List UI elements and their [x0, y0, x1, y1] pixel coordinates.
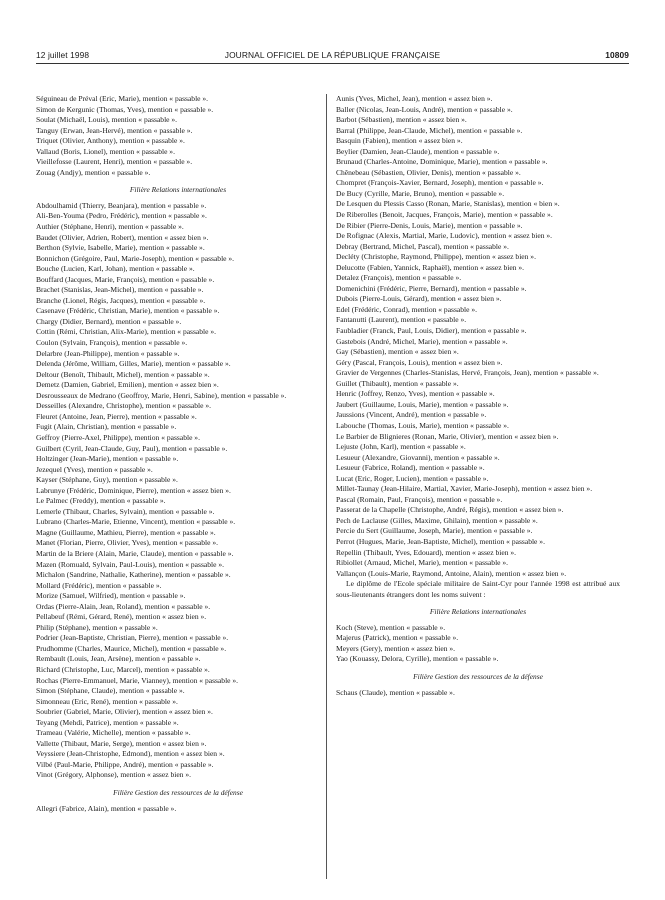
list-item: Zouag (Andjy), mention « passable ».: [36, 167, 151, 177]
list-item: Veyssiere (Jean-Christophe, Edmond), mention « assez bien ».: [36, 749, 225, 759]
list-item: Baller (Nicolas, Jean-Louis, André), mention « passable ».: [336, 104, 513, 114]
list-item: Delucotte (Fabien, Yannick, Raphaël), mention « assez bien ».: [336, 262, 524, 272]
list-item: Le Barbier de Blignieres (Ronan, Marie, Olivier), mention « assez bien ».: [336, 431, 559, 441]
list-item: Gay (Sébastien), mention « assez bien ».: [336, 347, 459, 357]
page-header: [36, 50, 629, 64]
header-date: 12 juillet 1998: [36, 50, 90, 60]
list-item: Prudhomme (Charles, Maurice, Michel), mention « passable ».: [36, 643, 227, 653]
list-item: Faubladier (Franck, Paul, Louis, Didier), mention « passable ».: [336, 326, 527, 336]
list-item: Passerat de la Chapelle (Christophe, André, Régis), mention « assez bien ».: [336, 505, 564, 515]
list-item: Ordas (Pierre-Alain, Jean, Roland), mention « passable ».: [36, 601, 211, 611]
list-item: Edel (Frédéric, Conrad), mention « passable ».: [336, 304, 478, 314]
list-item: Millet-Taunay (Jean-Hilaire, Martial, Xavier, Marie-Joseph), mention « assez bien ».: [336, 484, 593, 494]
list-item: Gravier de Vergennes (Charles-Stanislas, Hervé, François, Jean), mention « passable ».: [336, 368, 599, 378]
list-item: Vieillefosse (Laurent, Henri), mention « passable ».: [36, 157, 193, 167]
list-item: Cottin (Rémi, Christian, Alix-Marie), mention « passable ».: [36, 327, 217, 337]
list-item: Bonnichon (Grégoire, Paul, Marie-Joseph), mention « passable ».: [36, 253, 235, 263]
list-item: Fugit (Alain, Christian), mention « passable ».: [36, 422, 177, 432]
section-heading: Filière Gestion des ressources de la défense: [413, 671, 543, 681]
list-item: Kayser (Stéphane, Guy), mention « passable ».: [36, 475, 178, 485]
list-item: Séguineau de Préval (Eric, Marie), mention « passable ».: [36, 94, 209, 103]
left-column: [36, 94, 320, 884]
list-item: Jezequel (Yves), mention « passable ».: [36, 464, 153, 474]
list-item: Dubois (Pierre-Louis, Gérard), mention « assez bien ».: [336, 294, 502, 304]
list-item: Vallaud (Boris, Lionel), mention « passable ».: [36, 146, 175, 156]
list-item: Deltour (Benoît, Thibault, Michel), mention « passable ».: [36, 369, 210, 379]
list-item: Rembault (Louis, Jean, Arsène), mention « passable ».: [36, 654, 201, 664]
list-item: Vallançon (Louis-Marie, Raymond, Antoine, Alain), mention « assez bien ».: [336, 568, 567, 578]
list-item: Allegri (Fabrice, Alain), mention « passable ».: [36, 803, 177, 813]
list-item: Brachet (Stanislas, Jean-Michel), mention « passable ».: [36, 285, 204, 295]
list-item: Barral (Philippe, Jean-Claude, Michel), mention « passable ».: [336, 125, 523, 135]
column-divider: [326, 94, 327, 879]
list-item: Trameau (Valérie, Michelle), mention « passable ».: [36, 728, 191, 738]
list-item: Simonneau (Eric, René), mention « passable ».: [36, 696, 178, 706]
list-item: Perrot (Hugues, Marie, Jean-Baptiste, Michel), mention « passable ».: [336, 536, 545, 546]
list-item: De Bucy (Cyrille, Marie, Bruno), mention « passable ».: [336, 188, 505, 198]
list-item: Simon (Stéphane, Claude), mention « passable ».: [36, 686, 185, 696]
list-item: Beylier (Damien, Jean-Claude), mention « passable ».: [336, 146, 500, 156]
list-item: Le Palmec (Freddy), mention « passable ».: [36, 496, 166, 506]
list-item: Meyers (Gery), mention « assez bien ».: [336, 643, 456, 653]
list-item: Gastebois (André, Michel, Marie), mention « passable ».: [336, 336, 508, 346]
list-item: Vallette (Thibaut, Marie, Serge), mention « assez bien ».: [36, 738, 207, 748]
list-item: Vilbé (Paul-Marie, Philippe, André), mention « passable ».: [36, 759, 214, 769]
header-title: JOURNAL OFFICIEL DE LA RÉPUBLIQUE FRANÇAISE: [224, 50, 441, 60]
list-item: Triquet (Olivier, Anthony), mention « passable ».: [36, 136, 185, 146]
list-item: Bouche (Lucien, Karl, Johan), mention « passable ».: [36, 264, 195, 274]
list-item: Jaubert (Guillaume, Louis, Marie), mention « passable ».: [336, 399, 509, 409]
list-item: Geffroy (Pierre-Axel, Philippe), mention « passable ».: [36, 432, 200, 442]
list-item: Mazen (Romuald, Sylvain, Paul-Louis), mention « passable ».: [36, 559, 225, 569]
list-item: Fleuret (Antoine, Jean, Pierre), mention « passable ».: [36, 411, 197, 421]
list-item: Labouche (Thomas, Louis, Marie), mention « passable ».: [336, 420, 509, 430]
list-item: Henric (Joffrey, Renzo, Yves), mention « passable ».: [336, 389, 495, 399]
list-item: Abdoulhamid (Thierry, Beanjara), mention « passable ».: [36, 200, 207, 210]
list-item: Simon de Kergunic (Thomas, Yves), mention « passable ».: [36, 104, 214, 114]
list-item: Holtzinger (Jean-Marie), mention « passable ».: [36, 454, 179, 464]
list-item: Repellin (Thibault, Yves, Edouard), mention « assez bien ».: [336, 547, 517, 557]
list-item: Domenichini (Frédéric, Pierre, Bernard), mention « passable ».: [336, 283, 527, 293]
list-item: Detalez (François), mention « passable ».: [336, 273, 462, 283]
list-item: Desrousseaux de Medrano (Geoffroy, Marie, Henri, Sabine), mention « passable ».: [36, 390, 287, 400]
list-item: Berthon (Sylvie, Isabelle, Marie), mention « passable ».: [36, 243, 205, 253]
list-item: Percie du Sert (Guillaume, Joseph, Marie), mention « passable ».: [336, 526, 533, 536]
list-item: Demetz (Damien, Gabriel, Emilien), mention « assez bien ».: [36, 380, 219, 390]
list-item: Pascal (Romain, Paul, François), mention « passable ».: [336, 494, 503, 504]
list-item: Majerus (Patrick), mention « passable ».: [336, 633, 459, 643]
list-item: Coulon (Sylvain, François), mention « passable ».: [36, 338, 188, 348]
list-item: Baudet (Olivier, Adrien, Robert), mention « assez bien ».: [36, 232, 209, 242]
list-item: Koch (Steve), mention « passable ».: [336, 622, 446, 632]
list-item: Delarbre (Jean-Philippe), mention « passable ».: [36, 348, 180, 358]
list-item: Debray (Bertrand, Michel, Pascal), mention « passable ».: [336, 241, 509, 251]
list-item: Fantanutti (Laurent), mention « passable ».: [336, 315, 467, 325]
list-item: Ribiollet (Arnaud, Michel, Marie), mention « passable ».: [336, 558, 509, 568]
list-item: Schaus (Claude), mention « passable ».: [336, 687, 455, 697]
list-item: Tanguy (Erwan, Jean-Hervé), mention « passable ».: [36, 125, 193, 135]
diploma-paragraph: Le diplôme de l'Ecole spéciale militaire de Saint-Cyr pour l'année 1998 est attribué aux sous-lieutenants étrangers dont les noms suivent :: [336, 579, 620, 599]
list-item: De Riberolles (Benoit, Jacques, François, Marie), mention « passable ».: [336, 210, 553, 220]
list-item: Lubrano (Charles-Marie, Etienne, Vincent), mention « passable ».: [36, 517, 236, 527]
section-heading: Filière Relations internationales: [429, 607, 527, 617]
list-item: Delenda (Jérôme, William, Gilles, Marie), mention « passable ».: [36, 359, 231, 369]
header-rule: [36, 63, 629, 64]
list-item: Rochas (Pierre-Emmanuel, Marie, Vianney), mention « passable ».: [36, 675, 239, 685]
list-item: Mollard (Frédéric), mention « passable ».: [36, 580, 162, 590]
list-item: Chompret (François-Xavier, Bernard, Joseph), mention « passable ».: [336, 178, 544, 188]
section-heading: Filière Relations internationales: [129, 185, 227, 195]
list-item: Bouffard (Jacques, Marie, François), mention « passable ».: [36, 274, 215, 284]
list-item: Barbot (Sébastien), mention « assez bien ».: [336, 115, 467, 125]
list-item: De Lesquen du Plessis Casso (Ronan, Marie, Stanislas), mention « bien ».: [336, 199, 560, 209]
list-item: Lesueur (Alexandre, Giovanni), mention « passable ».: [336, 452, 500, 462]
list-item: Michalon (Sandrine, Nathalie, Katherine), mention « passable ».: [36, 570, 231, 580]
header-page-number: 10809: [605, 50, 629, 60]
list-item: Pech de Laclause (Gilles, Maxime, Ghilain), mention « passable ».: [336, 515, 538, 525]
list-item: Soubrier (Gabriel, Marie, Olivier), mention « assez bien ».: [36, 707, 213, 717]
list-item: Soulat (Michaël, Louis), mention « passable ».: [36, 115, 178, 125]
list-item: Vinot (Grégory, Alphonse), mention « assez bien ».: [36, 770, 191, 780]
list-item: Géry (Pascal, François, Louis), mention « assez bien ».: [336, 357, 503, 367]
list-item: Basquin (Fabien), mention « assez bien ».: [336, 136, 463, 146]
list-item: Philip (Stéphane), mention « passable ».: [36, 622, 158, 632]
list-item: Branche (Lionel, Régis, Jacques), mention « passable ».: [36, 295, 206, 305]
list-item: Teyang (Mehdi, Patrice), mention « passable ».: [36, 717, 179, 727]
list-item: Lejuste (John, Karl), mention « passable ».: [336, 442, 466, 452]
list-item: Manet (Florian, Pierre, Olivier, Yves), mention « passable ».: [36, 538, 219, 548]
list-item: Labrunye (Frédéric, Dominique, Pierre), mention « assez bien ».: [36, 485, 231, 495]
list-item: Brunaud (Charles-Antoine, Dominique, Marie), mention « passable ».: [336, 157, 548, 167]
section-heading: Filière Gestion des ressources de la défense: [113, 788, 243, 797]
list-item: Richard (Christophe, Luc, Marcel), mention « passable ».: [36, 664, 210, 674]
list-item: Magne (Guillaume, Mathieu, Pierre), mention « passable ».: [36, 527, 216, 537]
list-item: Lucat (Eric, Roger, Lucien), mention « passable ».: [336, 473, 489, 483]
list-item: Guillet (Thibault), mention « passable ».: [336, 378, 459, 388]
list-item: Ali-Ben-Youma (Pedro, Frédéric), mention « passable ».: [36, 211, 207, 221]
list-item: Podrier (Jean-Baptiste, Christian, Pierre), mention « passable ».: [36, 633, 229, 643]
list-item: De Rofignac (Alexis, Martial, Marie, Ludovic), mention « assez bien ».: [336, 231, 553, 241]
list-item: Authier (Stéphane, Henri), mention « passable ».: [36, 222, 184, 232]
list-item: Martin de la Briere (Alain, Marie, Claude), mention « passable ».: [36, 548, 234, 558]
list-item: Decléty (Christophe, Raymond, Philippe), mention « assez bien ».: [336, 252, 536, 262]
list-item: Yao (Kouassy, Delora, Cyrille), mention « passable ».: [336, 654, 499, 664]
list-item: Aunis (Yves, Michel, Jean), mention « assez bien ».: [336, 94, 493, 103]
list-item: Guilbert (Cyril, Jean-Claude, Guy, Paul), mention « passable ».: [36, 443, 228, 453]
list-item: Lemerle (Thibaut, Charles, Sylvain), mention « passable ».: [36, 506, 215, 516]
list-item: Casenave (Frédéric, Christian, Marie), mention « passable ».: [36, 306, 220, 316]
list-item: Chargy (Didier, Bernard), mention « passable ».: [36, 316, 182, 326]
list-item: Chênebeau (Sébastien, Olivier, Denis), mention « passable ».: [336, 167, 521, 177]
list-item: Lesueur (Fabrice, Roland), mention « passable ».: [336, 463, 485, 473]
list-item: Pellabeuf (Rémi, Gérard, René), mention « assez bien ».: [36, 612, 207, 622]
right-column: [336, 94, 620, 884]
list-item: Morize (Samuel, Wilfried), mention « passable ».: [36, 591, 186, 601]
list-item: De Ribier (Pierre-Denis, Louis, Marie), mention « passable ».: [336, 220, 523, 230]
list-item: Jaussions (Vincent, André), mention « passable ».: [336, 410, 487, 420]
list-item: Desseilles (Alexandre, Christophe), mention « passable ».: [36, 401, 212, 411]
